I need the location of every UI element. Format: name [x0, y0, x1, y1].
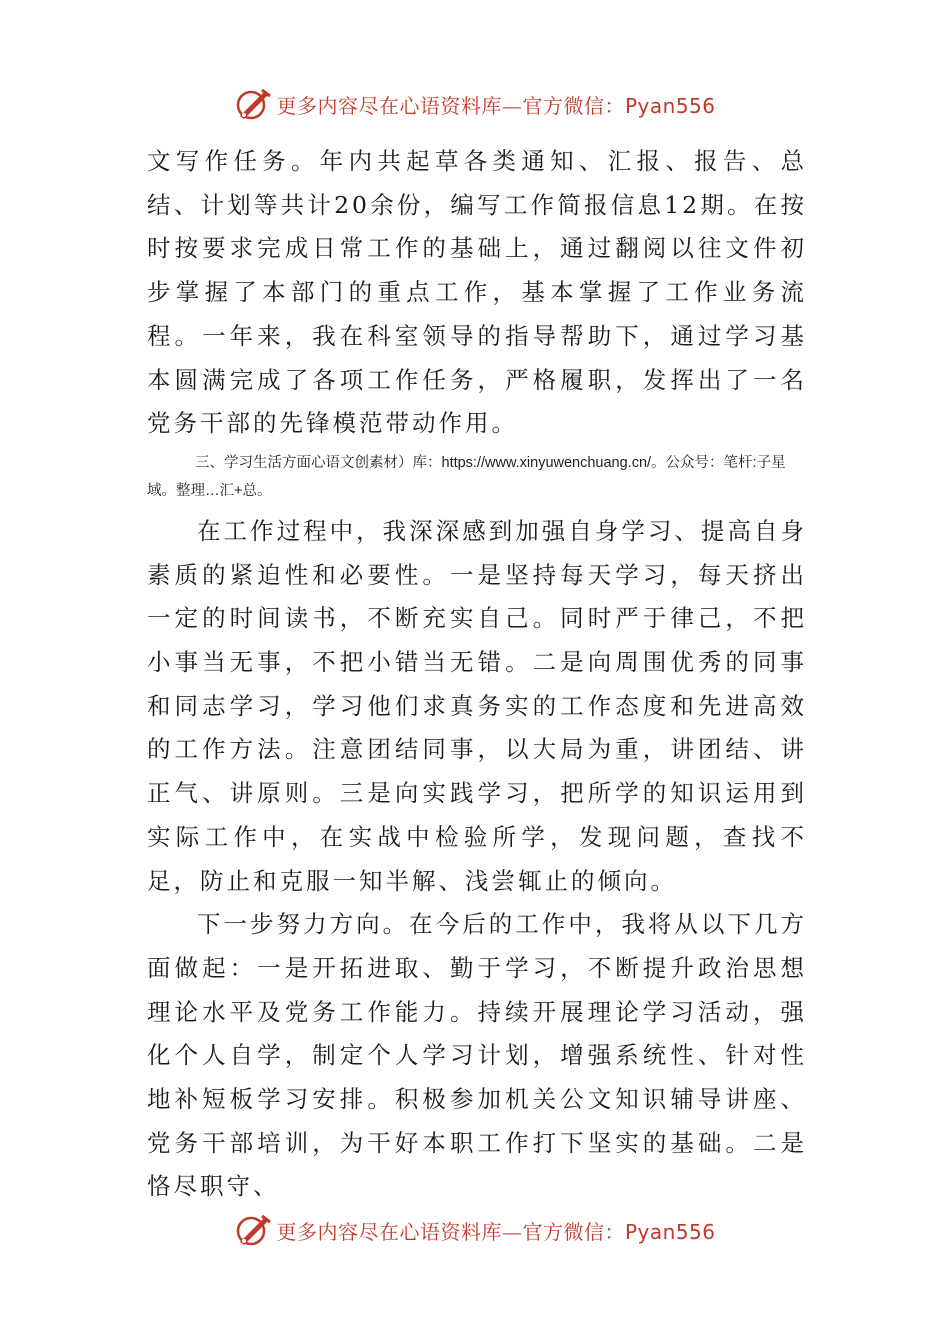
header-text: [276, 90, 715, 119]
pen-logo-icon: [234, 1212, 272, 1248]
header-wechat-label: 官方微信：: [522, 93, 625, 118]
paragraph-2: 在工作过程中，我深深感到加强自身学习、提高自身素质的紧迫性和必要性。一是坚持每天学习，每天挤出一定的时间读书，不断充实自己。同时严于律己，不把小事当无事，不把小错当无错。二是向周围优秀的同事和同志学习，学习他们求真务实的工作态度和先进高效的工作方法。注意团结同事，以大局为重，讲团结、讲正气、讲原则。三是向实践学习，把所学的知识运用到实际工作中，在实战中检验所学，发现问题，查找不足，防止和克服一知半解、浅尝辄止的倾向。: [147, 516, 807, 895]
header-wechat-id: Pyan556: [624, 93, 716, 118]
header-site-name: 更多内容尽在心语资料库: [276, 93, 502, 118]
document-body: [147, 140, 807, 1209]
footer-separator: —: [501, 1219, 523, 1244]
section-note: 三、学习生活方面心语文创素材）库：https://www.xinyuwenchuang.cn/。公众号：笔杆:子星域。整理…汇+总。: [147, 454, 786, 499]
footer-text: [276, 1216, 715, 1245]
footer-wechat-label: 官方微信：: [522, 1219, 625, 1244]
paragraph-3: 下一步努力方向。在今后的工作中，我将从以下几方面做起：一是开拓进取、勤于学习，不断提升政治思想理论水平及党务工作能力。持续开展理论学习活动，强化个人自学，制定个人学习计划，增强系统性、针对性地补短板学习安排。积极参加机关公文知识辅导讲座、党务干部培训，为干好本职工作打下坚实的基础。二是恪尽职守、: [147, 910, 807, 1201]
footer-banner: [0, 1210, 950, 1250]
footer-wechat-id: Pyan556: [624, 1219, 716, 1244]
footer-site-name: 更多内容尽在心语资料库: [276, 1219, 502, 1244]
header-banner: [0, 84, 950, 124]
pen-logo-icon: [234, 86, 272, 122]
header-separator: —: [501, 93, 523, 118]
paragraph-1: 文写作任务。年内共起草各类通知、汇报、报告、总结、计划等共计20余份，编写工作简报信息12期。在按时按要求完成日常工作的基础上，通过翻阅以往文件初步掌握了本部门的重点工作，基本掌握了工作业务流程。一年来，我在科室领导的指导帮助下，通过学习基本圆满完成了各项工作任务，严格履职，发挥出了一名党务干部的先锋模范带动作用。: [147, 147, 807, 438]
